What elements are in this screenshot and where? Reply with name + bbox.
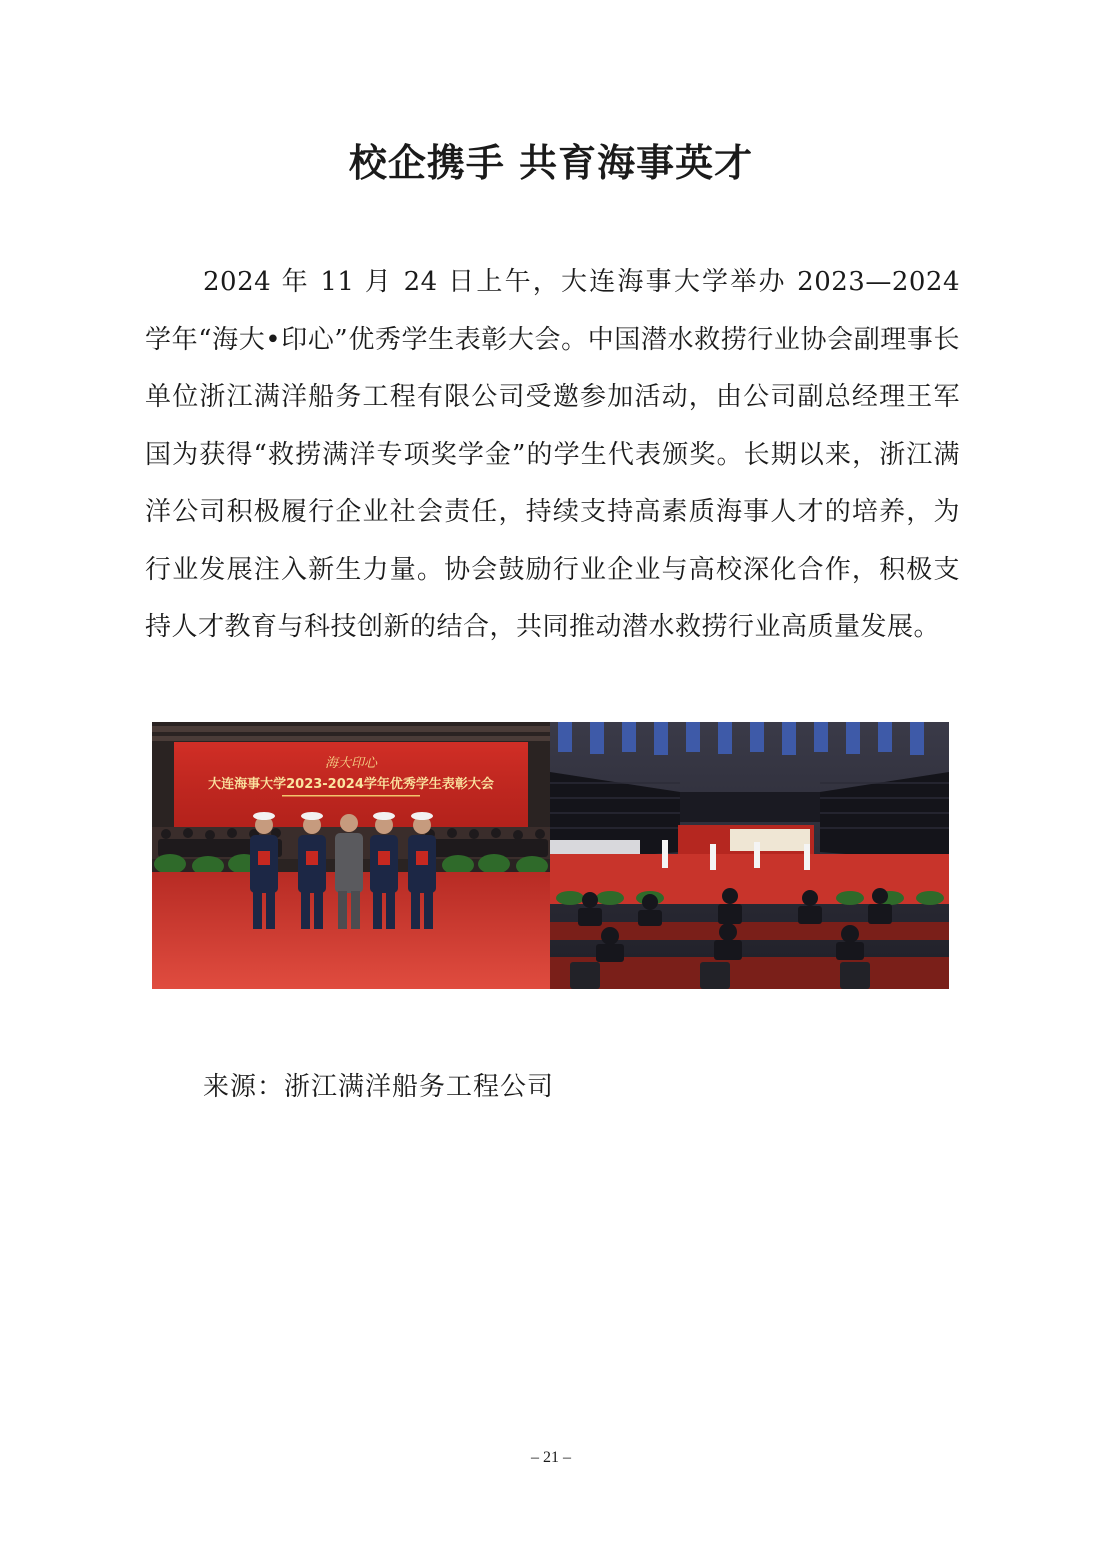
banner-title: 大连海事大学2023-2024学年优秀学生表彰大会	[208, 777, 494, 792]
page-number: – 21 –	[531, 1449, 571, 1466]
banner-logo: 海大印心	[324, 756, 378, 771]
body-paragraph: 2024 年 11 月 24 日上午，大连海事大学举办 2023—2024 学年“海大•印心”优秀学生表彰大会。中国潜水救捞行业协会副理事长单位浙江满洋船务工程有限公司受邀参加活动，由公司副总经理王军国为获得“救捞满洋专项奖学金”的学生代表颁奖。长期以来，浙江满洋公司积极履行企业社会责任，持续支持高素质海事人才的培养，为行业发展注入新生力量。协会鼓励行业企业与高校深化合作，积极支持人才教育与科技创新的结合，共同推动潜水救捞行业高质量发展。	[145, 267, 960, 642]
source-credit: 来源：浙江满洋船务工程公司	[203, 1072, 555, 1102]
award-ceremony-photo	[152, 722, 550, 989]
photo-row	[152, 722, 949, 989]
page-title: 校企携手 共育海事英才	[348, 141, 754, 185]
auditorium-photo	[550, 722, 949, 989]
